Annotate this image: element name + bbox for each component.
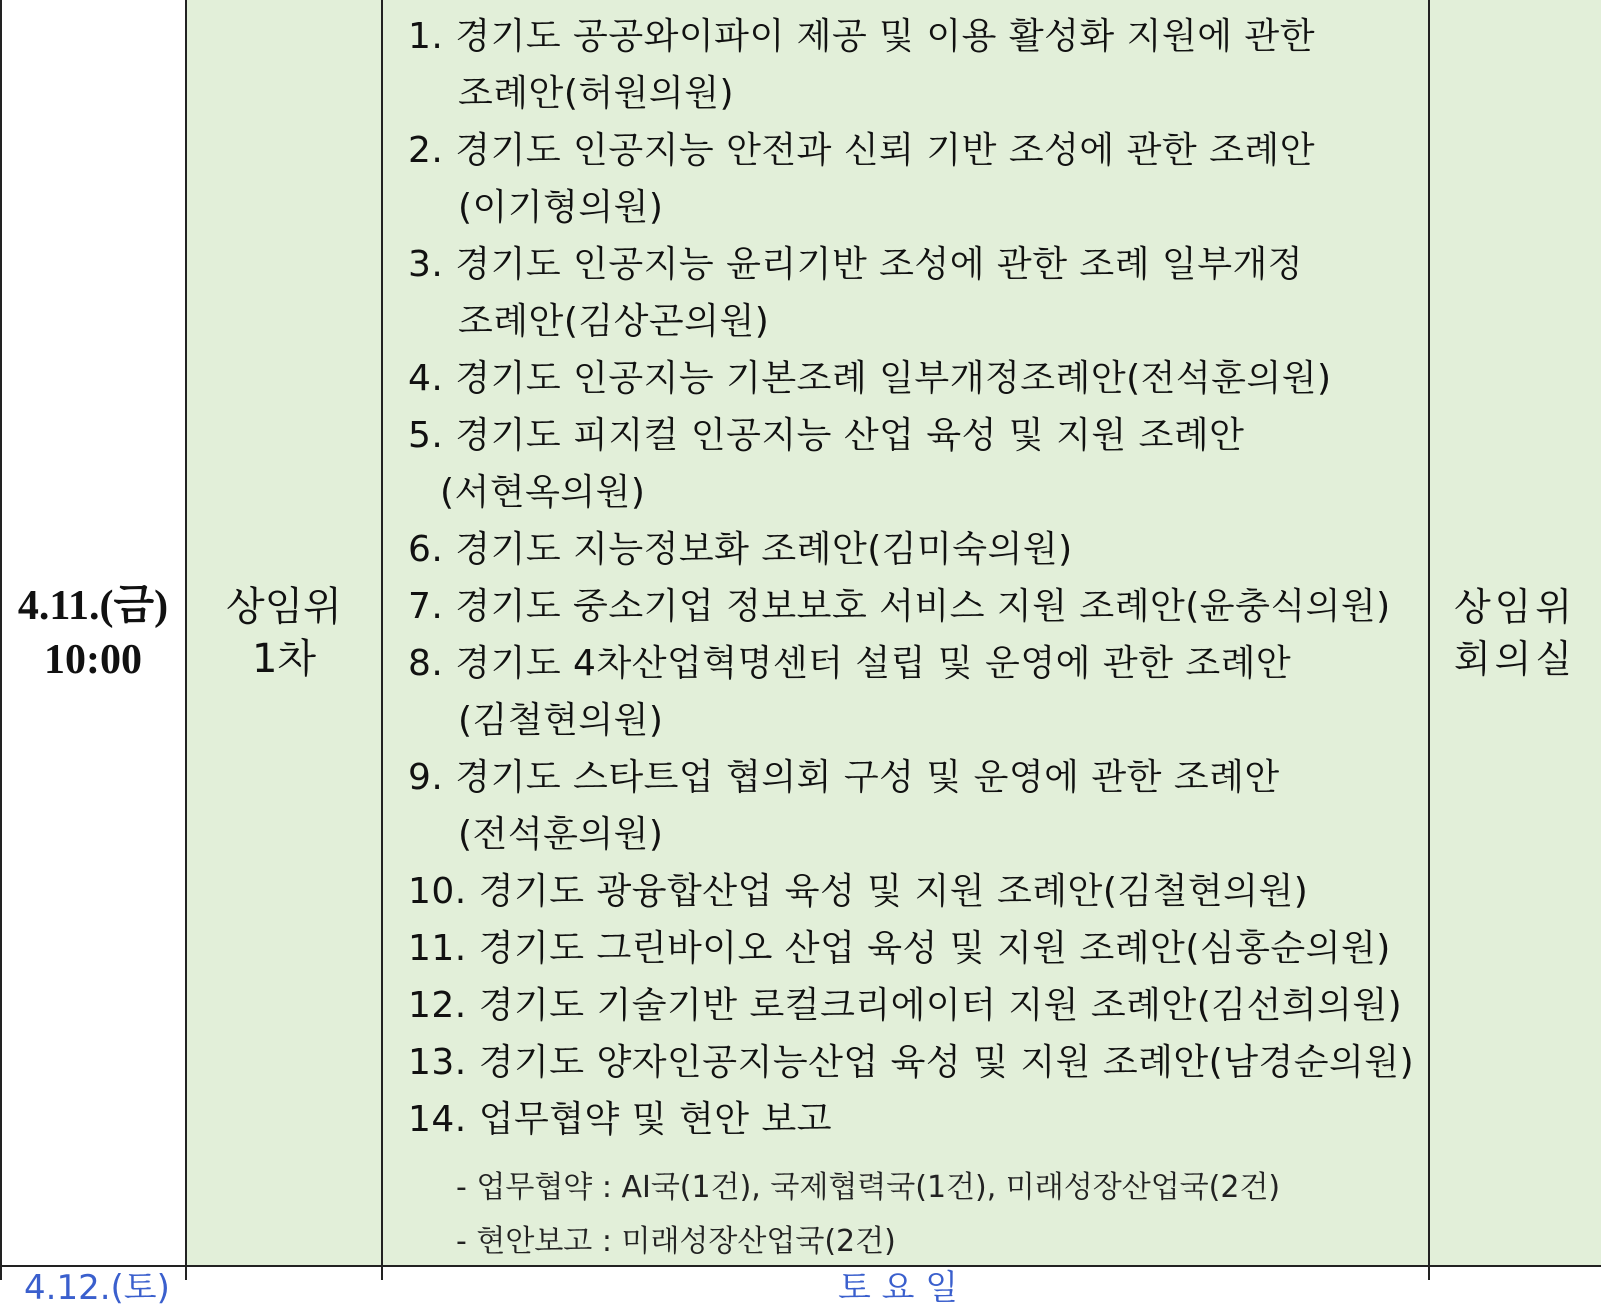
agenda-item	[408, 578, 1423, 635]
session-label: 상임위	[226, 584, 342, 630]
column-divider	[381, 0, 383, 1280]
agenda-item-continuation: (이기형의원)	[458, 187, 664, 228]
agenda-item	[408, 122, 1423, 236]
session-cell	[186, 0, 382, 1266]
room-cell	[1429, 0, 1601, 1266]
agenda-list	[408, 8, 1423, 1148]
agenda-item-continuation: (서현옥의원)	[440, 472, 646, 513]
room-line-1: 상임위	[1453, 585, 1577, 629]
agenda-item	[408, 236, 1423, 350]
agenda-item-text: 13. 경기도 양자인공지능산업 육성 및 지원 조례안(남경순의원)	[408, 1042, 1415, 1083]
agenda-item-text: 9. 경기도 스타트업 협의회 구성 및 운영에 관한 조례안	[408, 757, 1280, 798]
session-number: 1차	[251, 636, 317, 682]
row-divider	[0, 1265, 1601, 1267]
agenda-item-text: 11. 경기도 그린바이오 산업 육성 및 지원 조례안(심홍순의원)	[408, 928, 1391, 969]
date-text: 4.11.(금)	[17, 583, 169, 629]
agenda-item-text: 2. 경기도 인공지능 안전과 신뢰 기반 조성에 관한 조례안	[408, 130, 1315, 171]
agenda-item	[408, 749, 1423, 863]
agenda-item	[408, 521, 1423, 578]
room-line-2: 회의실	[1453, 637, 1577, 681]
agenda-item-text: 5. 경기도 피지컬 인공지능 산업 육성 및 지원 조례안	[408, 415, 1245, 456]
agenda-item	[408, 1034, 1423, 1091]
mou-note: - 업무협약 : AI국(1건), 국제협력국(1건), 미래성장산업국(2건)	[456, 1170, 1281, 1205]
agenda-item	[408, 920, 1423, 977]
agenda-item	[408, 863, 1423, 920]
time-text: 10:00	[44, 637, 142, 683]
report-note: - 현안보고 : 미래성장산업국(2건)	[456, 1224, 896, 1259]
agenda-item-text: 1. 경기도 공공와이파이 제공 및 이용 활성화 지원에 관한	[408, 16, 1315, 57]
agenda-item-continuation: 조례안(허원의원)	[458, 73, 735, 114]
agenda-item-text: 8. 경기도 4차산업혁명센터 설립 및 운영에 관한 조례안	[408, 643, 1292, 684]
agenda-item-text: 14. 업무협약 및 현안 보고	[408, 1099, 833, 1140]
agenda-item-text: 3. 경기도 인공지능 윤리기반 조성에 관한 조례 일부개정	[408, 244, 1304, 285]
next-row-date: 4.12.(토)	[24, 1268, 170, 1308]
agenda-item-continuation: (전석훈의원)	[458, 814, 664, 855]
date-time-cell	[0, 0, 186, 1266]
agenda-item	[408, 1091, 1423, 1148]
next-row-label: 토 요 일	[838, 1268, 959, 1308]
column-divider	[185, 0, 187, 1280]
agenda-item-text: 6. 경기도 지능정보화 조례안(김미숙의원)	[408, 529, 1073, 570]
agenda-item	[408, 635, 1423, 749]
table-border-left	[0, 0, 2, 1280]
agenda-item-continuation: 조례안(김상곤의원)	[458, 301, 770, 342]
agenda-item	[408, 977, 1423, 1034]
agenda-item-continuation: (김철현의원)	[458, 700, 664, 741]
agenda-item	[408, 350, 1423, 407]
agenda-item-text: 12. 경기도 기술기반 로컬크리에이터 지원 조례안(김선희의원)	[408, 985, 1403, 1026]
agenda-item-text: 7. 경기도 중소기업 정보보호 서비스 지원 조례안(윤충식의원)	[408, 586, 1391, 627]
agenda-item-text: 4. 경기도 인공지능 기본조례 일부개정조례안(전석훈의원)	[408, 358, 1332, 399]
column-divider	[1428, 0, 1430, 1280]
agenda-item	[408, 8, 1423, 122]
agenda-item-text: 10. 경기도 광융합산업 육성 및 지원 조례안(김철현의원)	[408, 871, 1309, 912]
agenda-item	[408, 407, 1423, 521]
